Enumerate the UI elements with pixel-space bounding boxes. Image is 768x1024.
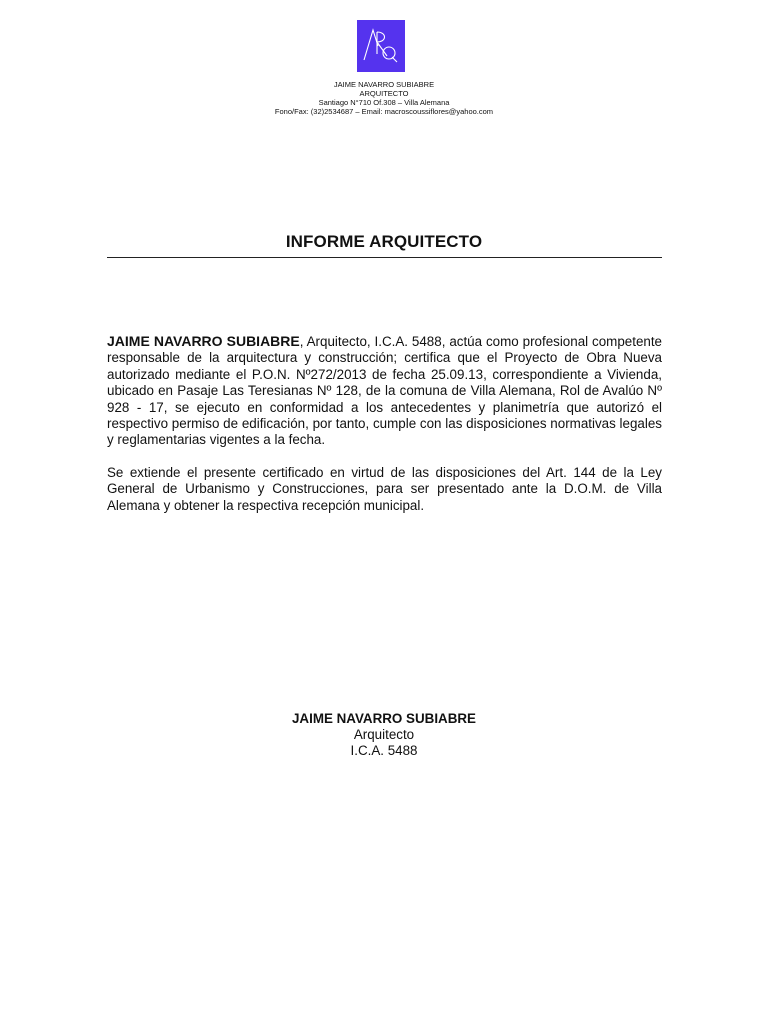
document-title: INFORME ARQUITECTO (285, 232, 483, 251)
arquitecto-monogram-logo (357, 20, 405, 72)
certification-paragraph (107, 333, 662, 449)
signature-name: JAIME NAVARRO SUBIABRE (291, 711, 476, 726)
letterhead (0, 80, 768, 116)
signature-registration: I.C.A. 5488 (350, 743, 418, 758)
purpose-paragraph: Se extiende el presente certificado en virtud de las disposiciones del Art. 144 de la Ley General de Urbanismo y Construcciones, para ser presentado ante la D.O.M. de Villa Alemana y obtener la respectiva recepción municipal. (107, 464, 662, 513)
signature-title: Arquitecto (353, 727, 415, 742)
architect-name: JAIME NAVARRO SUBIABRE (107, 333, 300, 349)
signature-block (0, 711, 768, 759)
letterhead-profession: ARQUITECTO (359, 89, 409, 98)
letterhead-contact: Fono/Fax: (32)2534687 – Email: macroscoussiflores@yahoo.com (274, 107, 494, 116)
letterhead-name: JAIME NAVARRO SUBIABRE (333, 80, 435, 89)
certification-text: , Arquitecto, I.C.A. 5488, actúa como profesional competente responsable de la arquitectura y construcción; certifica que el Proyecto de Obra Nueva autorizado mediante el P.O.N. Nº272/2013 de fecha 25.09.13, correspondiente a Vivienda, ubicado en Pasaje Las Teresianas Nº 128, de la comuna de Villa Alemana, Rol de Avalúo Nº 928 - 17, se ejecuto en conformidad a los antecedentes y planimetría que autorizó el respectivo permiso de edificación, por tanto, cumple con las disposiciones normativas legales y reglamentarias vigentes a la fecha. (107, 334, 663, 448)
letterhead-address: Santiago N°710 Of.308 – Villa Alemana (318, 98, 450, 107)
title-underline (107, 257, 662, 258)
document-body (107, 333, 662, 530)
